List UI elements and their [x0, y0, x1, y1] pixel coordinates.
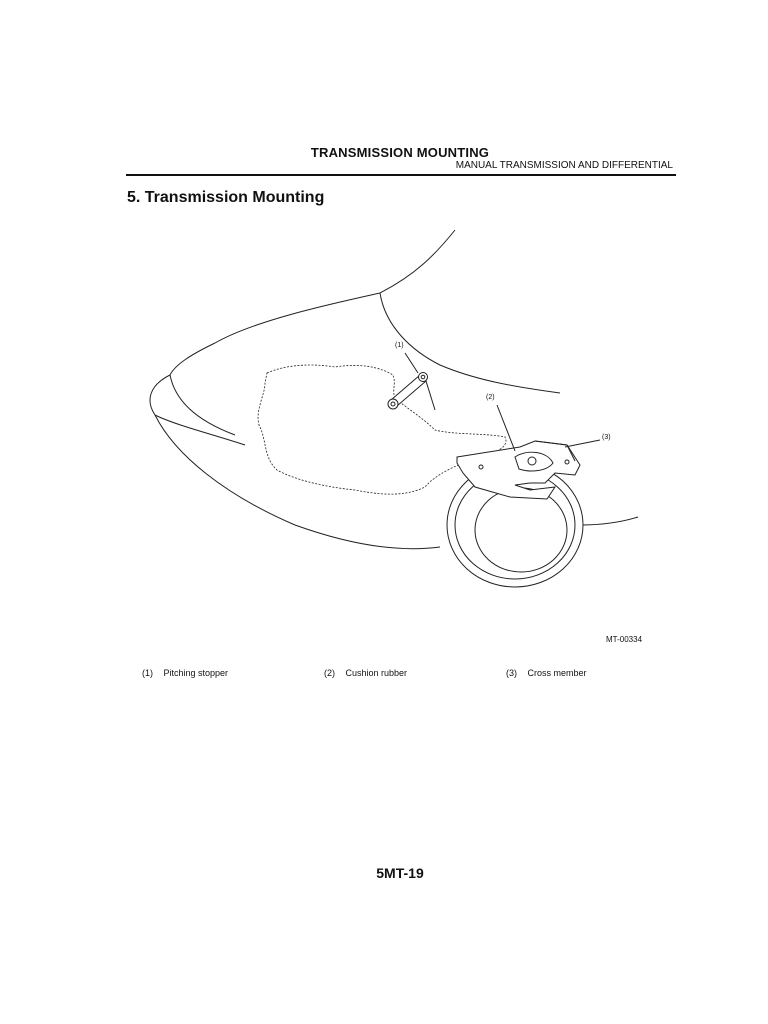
callout-2: (2)	[486, 394, 495, 401]
figure-code: MT-00334	[606, 635, 643, 644]
legend-item	[324, 668, 407, 678]
legend-label: Cushion rubber	[345, 668, 408, 678]
callout-3: (3)	[602, 434, 611, 441]
page-number: 5MT-19	[376, 865, 424, 881]
header-subtitle: MANUAL TRANSMISSION AND DIFFERENTIAL	[455, 160, 673, 171]
legend-item	[142, 668, 228, 678]
legend-number: (3)	[506, 668, 517, 678]
transmission-mounting-illustration	[135, 225, 655, 615]
header-rule	[126, 174, 676, 176]
legend-number: (1)	[142, 668, 153, 678]
figure-legend	[0, 668, 768, 682]
pitching-stopper-part	[388, 353, 435, 410]
legend-label: Cross member	[527, 668, 587, 678]
header-title: TRANSMISSION MOUNTING	[310, 145, 490, 160]
legend-item	[506, 668, 587, 678]
legend-number: (2)	[324, 668, 335, 678]
section-title: 5. Transmission Mounting	[127, 189, 325, 206]
callout-1: (1)	[395, 342, 404, 349]
legend-label: Pitching stopper	[163, 668, 229, 678]
